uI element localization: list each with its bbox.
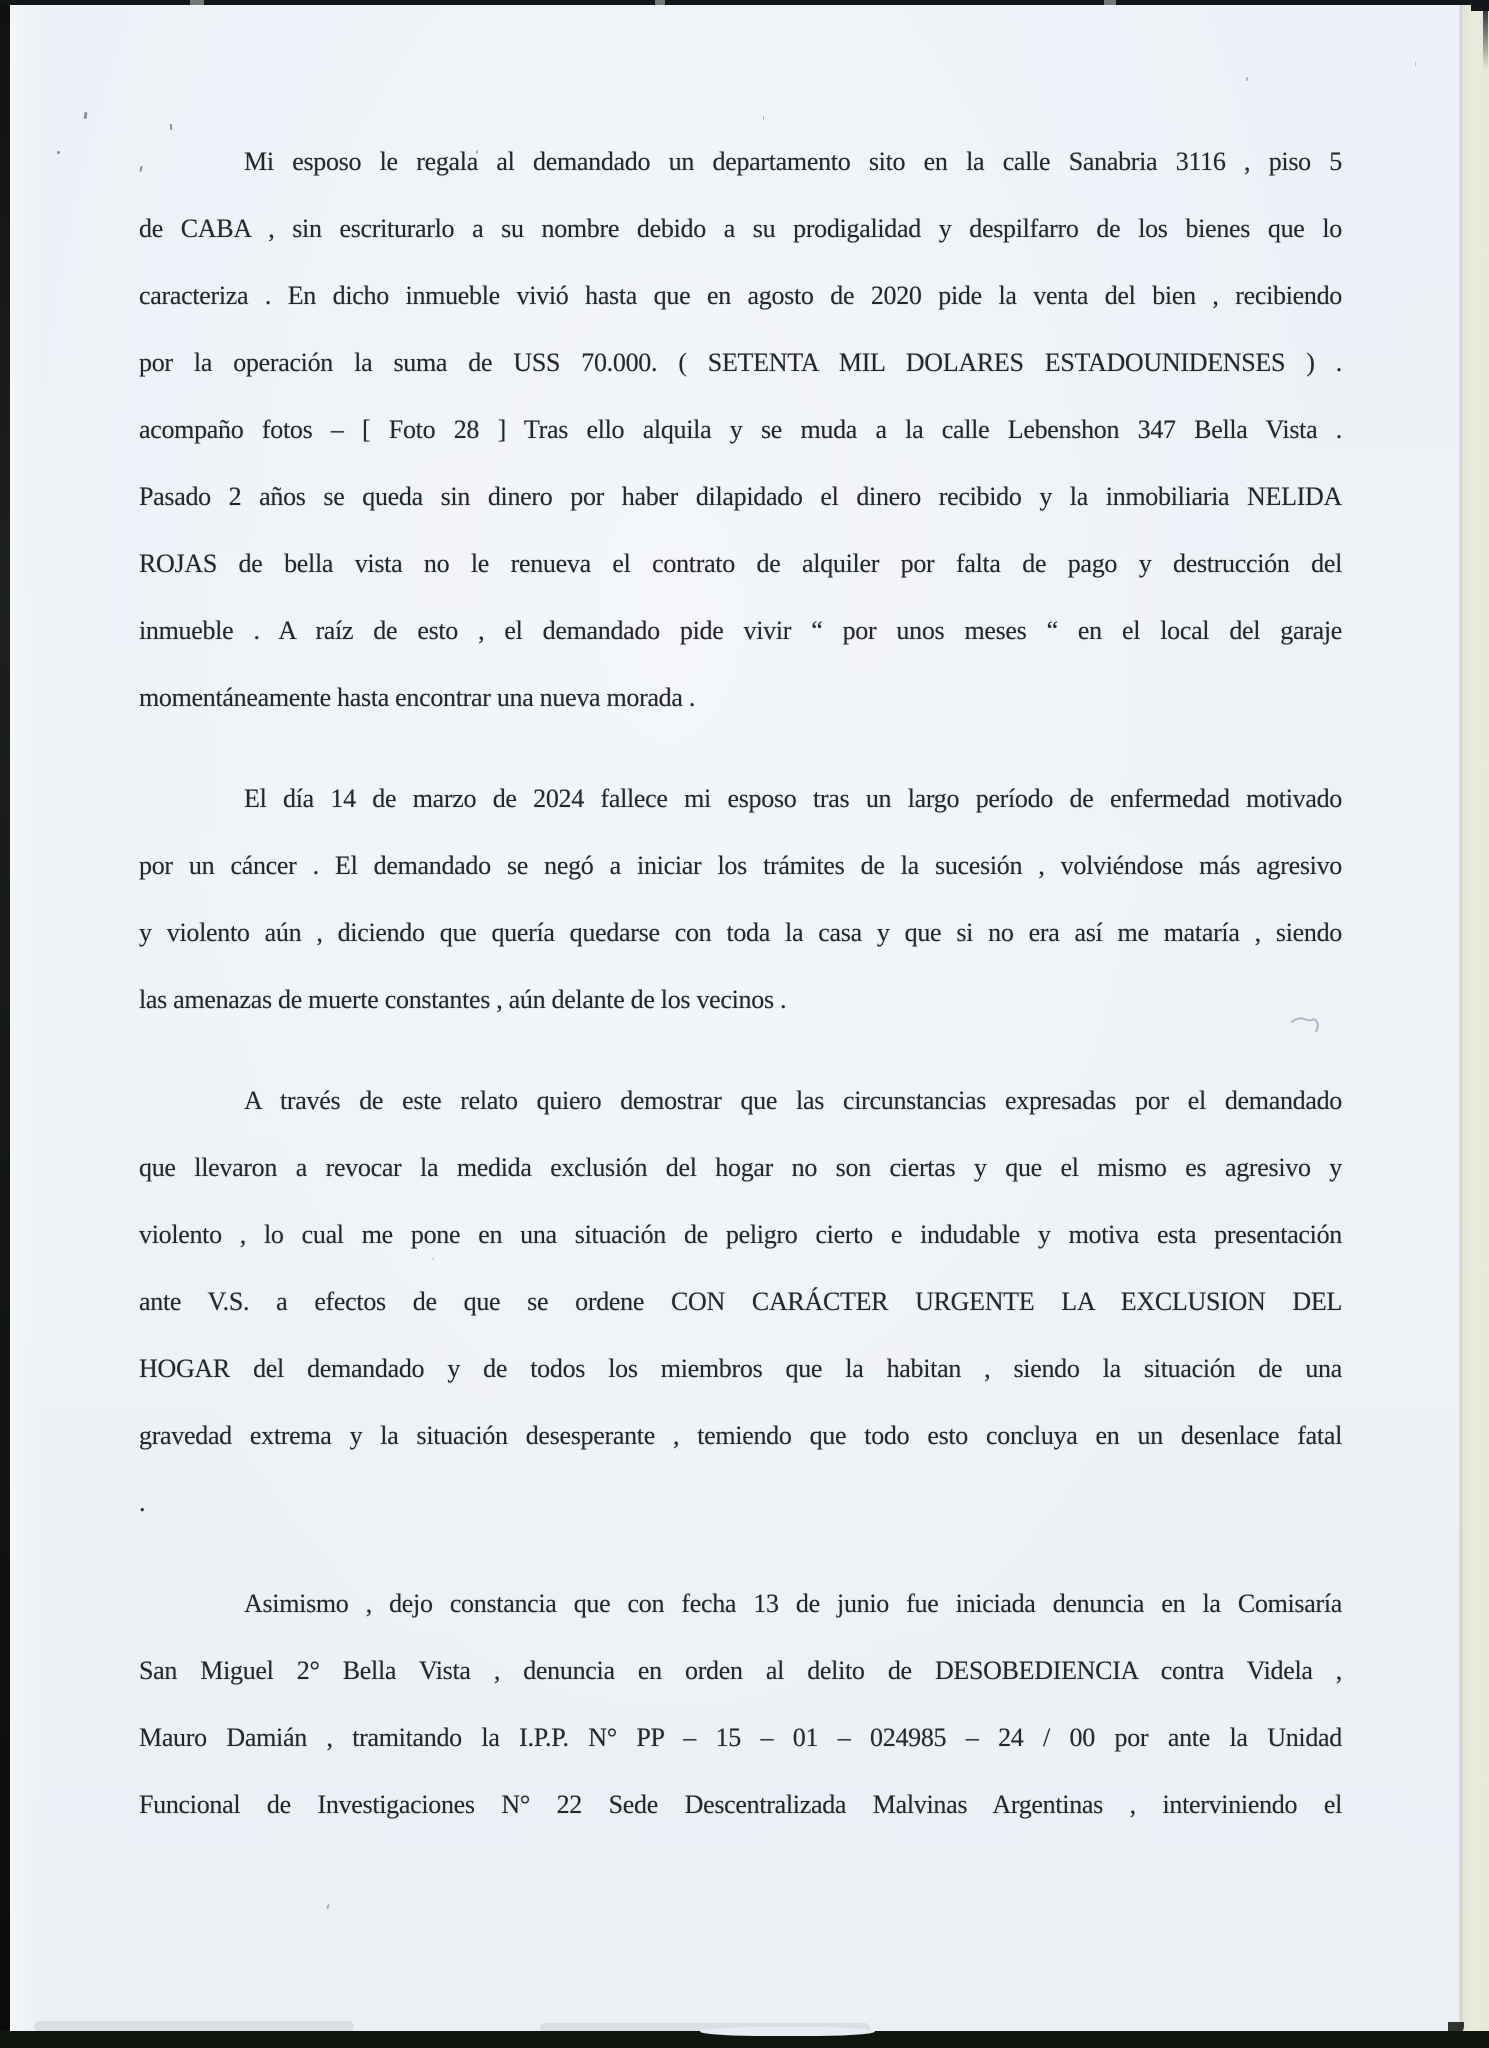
text-line: por un cáncer . El demandado se negó a iniciar los trámites de la sucesión , volviéndose más agresivo <box>139 851 1342 880</box>
text-line: violento , lo cual me pone en una situación de peligro cierto e indudable y motiva esta presentación <box>139 1220 1342 1249</box>
scan-edge-notch <box>190 0 204 5</box>
paragraph <box>139 765 1342 1033</box>
paper-bottom-edge-bump <box>700 2027 875 2036</box>
text-line: por la operación la suma de USS 70.000. ( SETENTA MIL DOLARES ESTADOUNIDENSES ) . <box>139 348 1342 377</box>
text-line: acompaño fotos – [ Foto 28 ] Tras ello alquila y se muda a la calle Lebenshon 347 Bella Vista . <box>139 415 1342 444</box>
text-line: y violento aún , diciendo que quería quedarse con toda la casa y que si no era así me mataría , siendo <box>139 918 1342 947</box>
text-line: El día 14 de marzo de 2024 fallece mi esposo tras un largo período de enfermedad motivado <box>244 784 1342 813</box>
paragraph <box>139 1067 1342 1536</box>
text-line: Asimismo , dejo constancia que con fecha 13 de junio fue iniciada denuncia en la Comisaría <box>244 1589 1342 1618</box>
dust-speck <box>57 151 60 154</box>
document-body <box>139 128 1342 1872</box>
text-line: ROJAS de bella vista no le renueva el contrato de alquiler por falta de pago y destrucción del <box>139 549 1342 578</box>
scan-edge-notch <box>655 0 665 5</box>
dust-speck <box>1415 62 1416 66</box>
text-line: de CABA , sin escriturarlo a su nombre debido a su prodigalidad y despilfarro de los bienes que lo <box>139 214 1342 243</box>
text-line: Funcional de Investigaciones N° 22 Sede Descentralizada Malvinas Argentinas , interviniendo el <box>139 1790 1342 1819</box>
scanner-top-edge <box>0 0 1489 5</box>
text-line: caracteriza . En dicho inmueble vivió hasta que en agosto de 2020 pide la venta del bien , recibiendo <box>139 281 1342 310</box>
paper-left-edge-highlight <box>10 0 40 2048</box>
text-line: las amenazas de muerte constantes , aún delante de los vecinos . <box>139 985 787 1014</box>
scan-corner-artifact <box>1483 0 1488 70</box>
paragraph <box>139 1570 1342 1838</box>
dust-speck <box>763 116 764 120</box>
text-line: . <box>139 1488 146 1517</box>
scanner-left-edge <box>0 0 10 2048</box>
dust-speck <box>326 1904 330 1909</box>
dust-speck <box>1246 77 1248 81</box>
scanner-right-strip <box>1462 0 1489 2048</box>
text-line: HOGAR del demandado y de todos los miembros que la habitan , siendo la situación de una <box>139 1354 1342 1383</box>
paragraph <box>139 128 1342 731</box>
text-line: gravedad extrema y la situación desesperante , temiendo que todo esto concluya en un desenlace fatal <box>139 1421 1342 1450</box>
text-line: ante V.S. a efectos de que se ordene CON CARÁCTER URGENTE LA EXCLUSION DEL <box>139 1287 1342 1316</box>
text-line: Pasado 2 años se queda sin dinero por haber dilapidado el dinero recibido y la inmobiliaria NELIDA <box>139 482 1342 511</box>
text-line: San Miguel 2° Bella Vista , denuncia en orden al delito de DESOBEDIENCIA contra Videla , <box>139 1656 1342 1685</box>
text-line: inmueble . A raíz de esto , el demandado pide vivir “ por unos meses “ en el local del garaje <box>139 616 1342 645</box>
text-line: Mi esposo le regala al demandado un departamento sito en la calle Sanabria 3116 , piso 5 <box>244 147 1342 176</box>
text-line: Mauro Damián , tramitando la I.P.P. N° PP – 15 – 01 – 024985 – 24 / 00 por ante la Unidad <box>139 1723 1342 1752</box>
text-line: A través de este relato quiero demostrar que las circunstancias expresadas por el demandado <box>244 1086 1342 1115</box>
dust-speck <box>84 112 88 119</box>
text-line: que llevaron a revocar la medida exclusión del hogar no son ciertas y que el mismo es agresivo y <box>139 1153 1342 1182</box>
scan-edge-notch <box>1104 0 1116 5</box>
text-line: momentáneamente hasta encontrar una nueva morada . <box>139 683 696 712</box>
